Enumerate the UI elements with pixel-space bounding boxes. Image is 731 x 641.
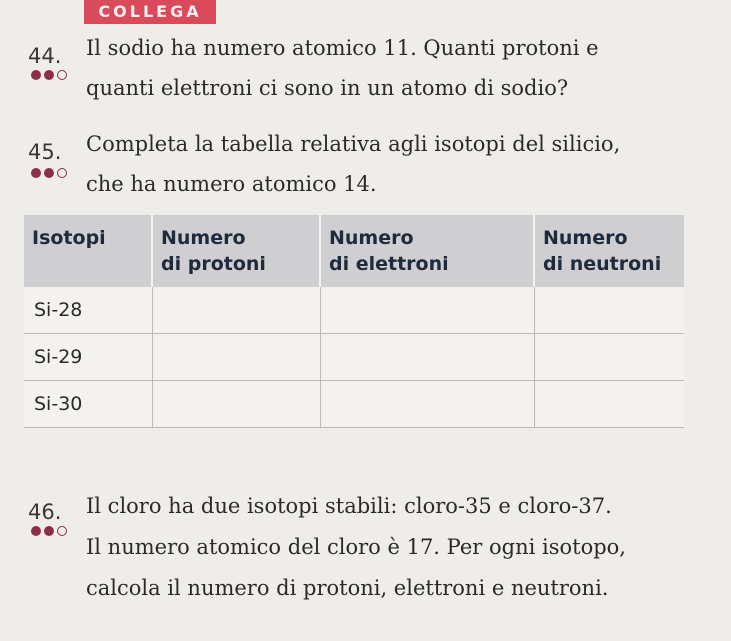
isotope-label: Si-29	[24, 334, 152, 381]
isotope-table	[24, 215, 684, 428]
exercise-45-line-1: Completa la tabella relativa agli isotopi del silicio,	[86, 132, 621, 156]
difficulty-dot-filled	[31, 70, 41, 80]
exercise-45-number: 45.	[28, 140, 62, 164]
difficulty-dot-filled	[44, 70, 54, 80]
exercise-46-number: 46.	[28, 500, 62, 524]
neutroni-cell	[534, 381, 684, 428]
isotope-label: Si-30	[24, 381, 152, 428]
collega-banner: COLLEGA	[84, 0, 216, 24]
header-numero-protoni: Numero di protoni	[152, 215, 320, 287]
exercise-44-line-2: quanti elettroni ci sono in un atomo di sodio?	[86, 76, 569, 100]
exercise-46-line-2: Il numero atomico del cloro è 17. Per ogni isotopo,	[86, 535, 626, 559]
exercise-46-line-3: calcola il numero di protoni, elettroni e neutroni.	[86, 576, 609, 600]
header-numero-elettroni: Numero di elettroni	[320, 215, 534, 287]
exercise-44-number: 44.	[28, 44, 62, 68]
elettroni-cell	[320, 381, 534, 428]
protoni-cell	[152, 287, 320, 334]
table-row	[24, 287, 684, 334]
difficulty-dot-filled	[31, 526, 41, 536]
difficulty-dot-empty	[57, 70, 67, 80]
difficulty-dot-filled	[44, 526, 54, 536]
difficulty-dot-empty	[57, 526, 67, 536]
header-isotopi: Isotopi	[24, 215, 152, 287]
protoni-cell	[152, 334, 320, 381]
exercise-44-difficulty	[31, 70, 67, 80]
header-numero-neutroni: Numero di neutroni	[534, 215, 684, 287]
neutroni-cell	[534, 334, 684, 381]
elettroni-cell	[320, 334, 534, 381]
difficulty-dot-filled	[31, 168, 41, 178]
table-header-row	[24, 215, 684, 287]
protoni-cell	[152, 381, 320, 428]
exercise-45-difficulty	[31, 168, 67, 178]
elettroni-cell	[320, 287, 534, 334]
table-row	[24, 381, 684, 428]
table-row	[24, 334, 684, 381]
exercise-46-difficulty	[31, 526, 67, 536]
isotope-label: Si-28	[24, 287, 152, 334]
difficulty-dot-filled	[44, 168, 54, 178]
exercise-45-line-2: che ha numero atomico 14.	[86, 172, 377, 196]
exercise-44-line-1: Il sodio ha numero atomico 11. Quanti protoni e	[86, 36, 599, 60]
neutroni-cell	[534, 287, 684, 334]
difficulty-dot-empty	[57, 168, 67, 178]
exercise-46-line-1: Il cloro ha due isotopi stabili: cloro-35 e cloro-37.	[86, 494, 612, 518]
